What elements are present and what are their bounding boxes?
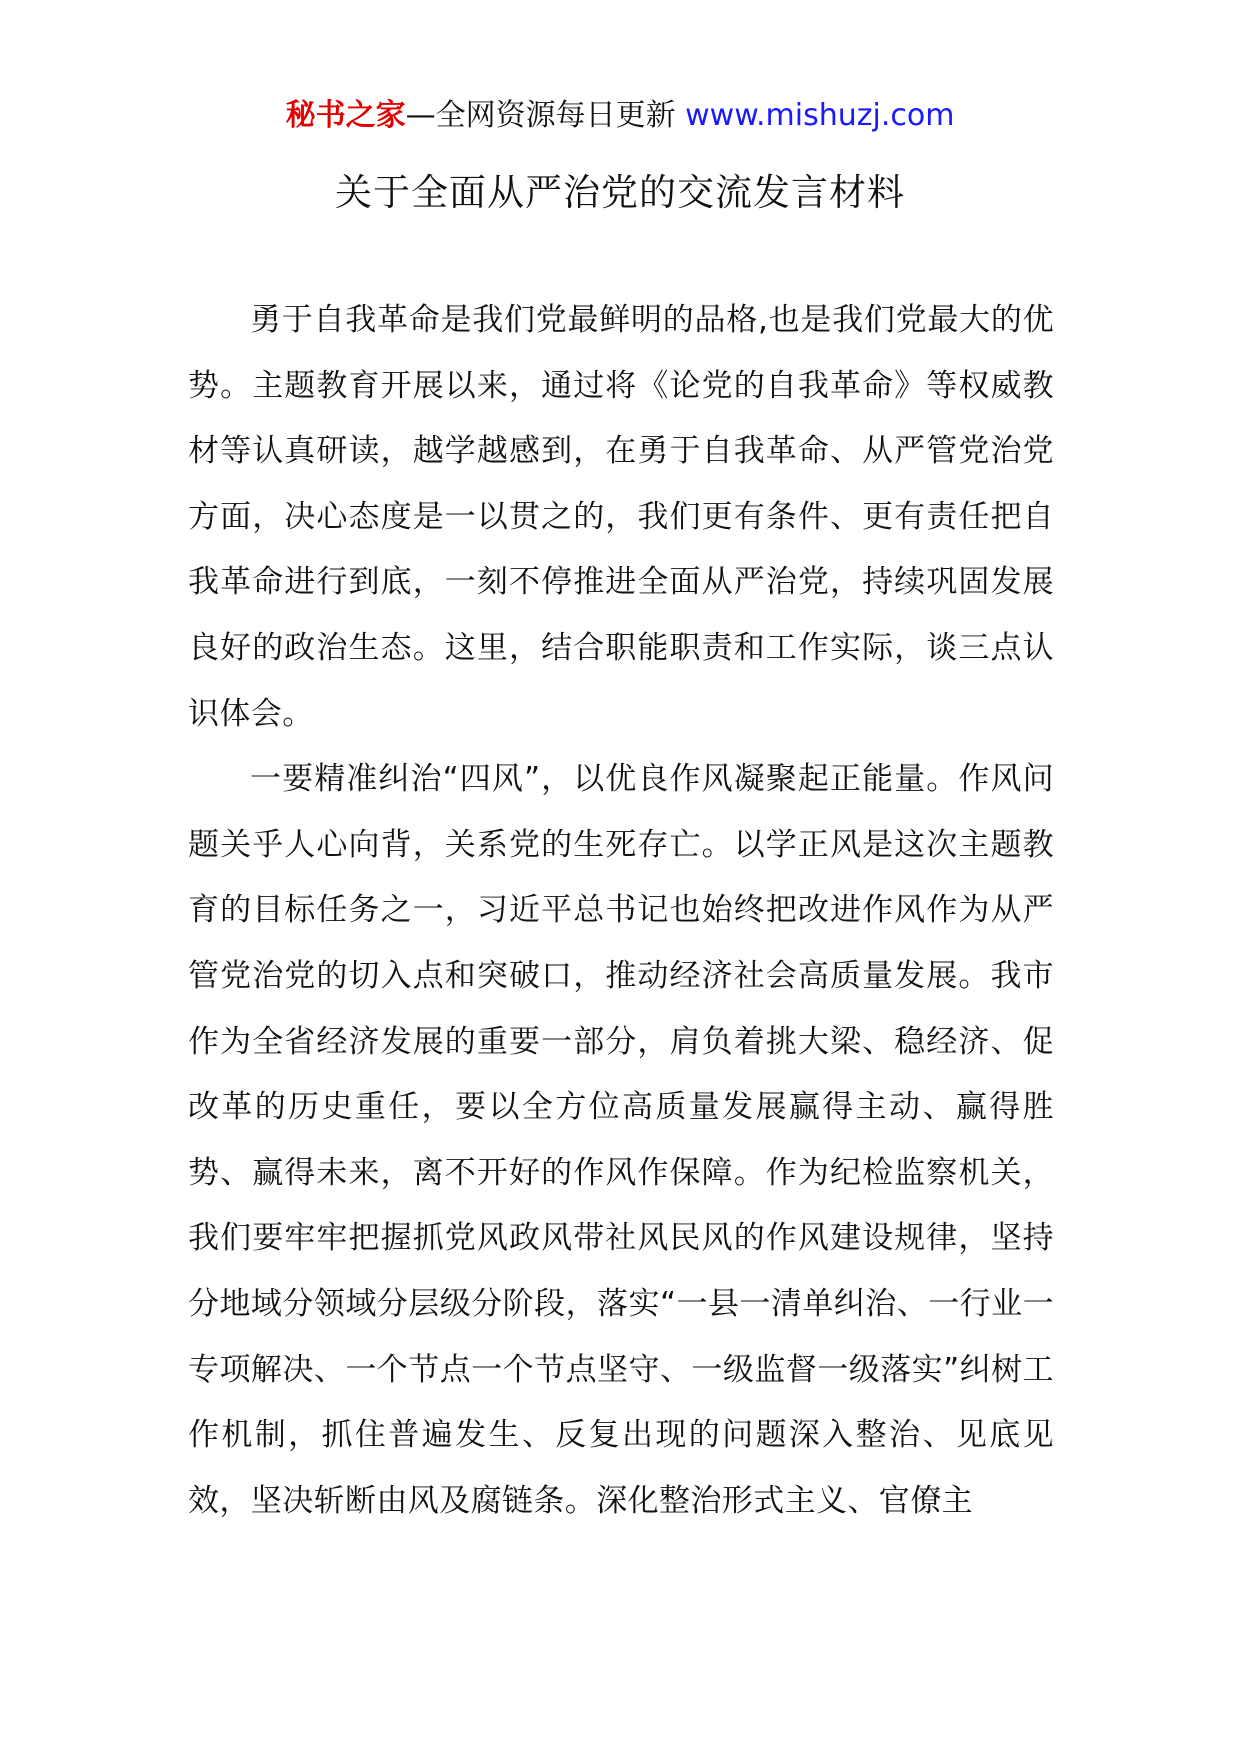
paragraph-point-one: 一要精准纠治“四风”，以优良作风凝聚起正能量。作风问题关乎人心向背，关系党的生死存亡。以学正风是这次主题教育的目标任务之一，习近平总书记也始终把改进作风作为从严管党治党的切入点和突破口，推动经济社会高质量发展。我市作为全省经济发展的重要一部分，肩负着挑大梁、稳经济、促改革的历史重任，要以全方位高质量发展赢得主动、赢得胜势、赢得未来，离不开好的作风作保障。作为纪检监察机关，我们要牢牢把握抓党风政风带社风民风的作风建设规律，坚持分地域分领域分层级分阶段，落实“一县一清单纠治、一行业一专项解决、一个节点一个节点坚守、一级监督一级落实”纠树工作机制，抓住普遍发生、反复出现的问题深入整治、见底见效，坚决斩断由风及腐链条。深化整治形式主义、官僚主: [188, 761, 1054, 1519]
document-title: 关于全面从严治党的交流发言材料: [335, 171, 905, 214]
site-url-link[interactable]: www.mishuzj.com: [685, 98, 955, 133]
site-slogan: —全网资源每日更新: [405, 98, 686, 133]
site-brand: 秘书之家: [285, 98, 406, 133]
site-header: [0, 96, 1240, 136]
paragraph-intro: 勇于自我革命是我们党最鲜明的品格,也是我们党最大的优势。主题教育开展以来，通过将《论党的自我革命》等权威教材等认真研读，越学越感到，在勇于自我革命、从严管党治党方面，决心态度是一以贯之的，我们更有条件、更有责任把自我革命进行到底，一刻不停推进全面从严治党，持续巩固发展良好的政治生态。这里，结合职能职责和工作实际，谈三点认识体会。: [188, 302, 1054, 732]
document-body: [188, 288, 1054, 1534]
